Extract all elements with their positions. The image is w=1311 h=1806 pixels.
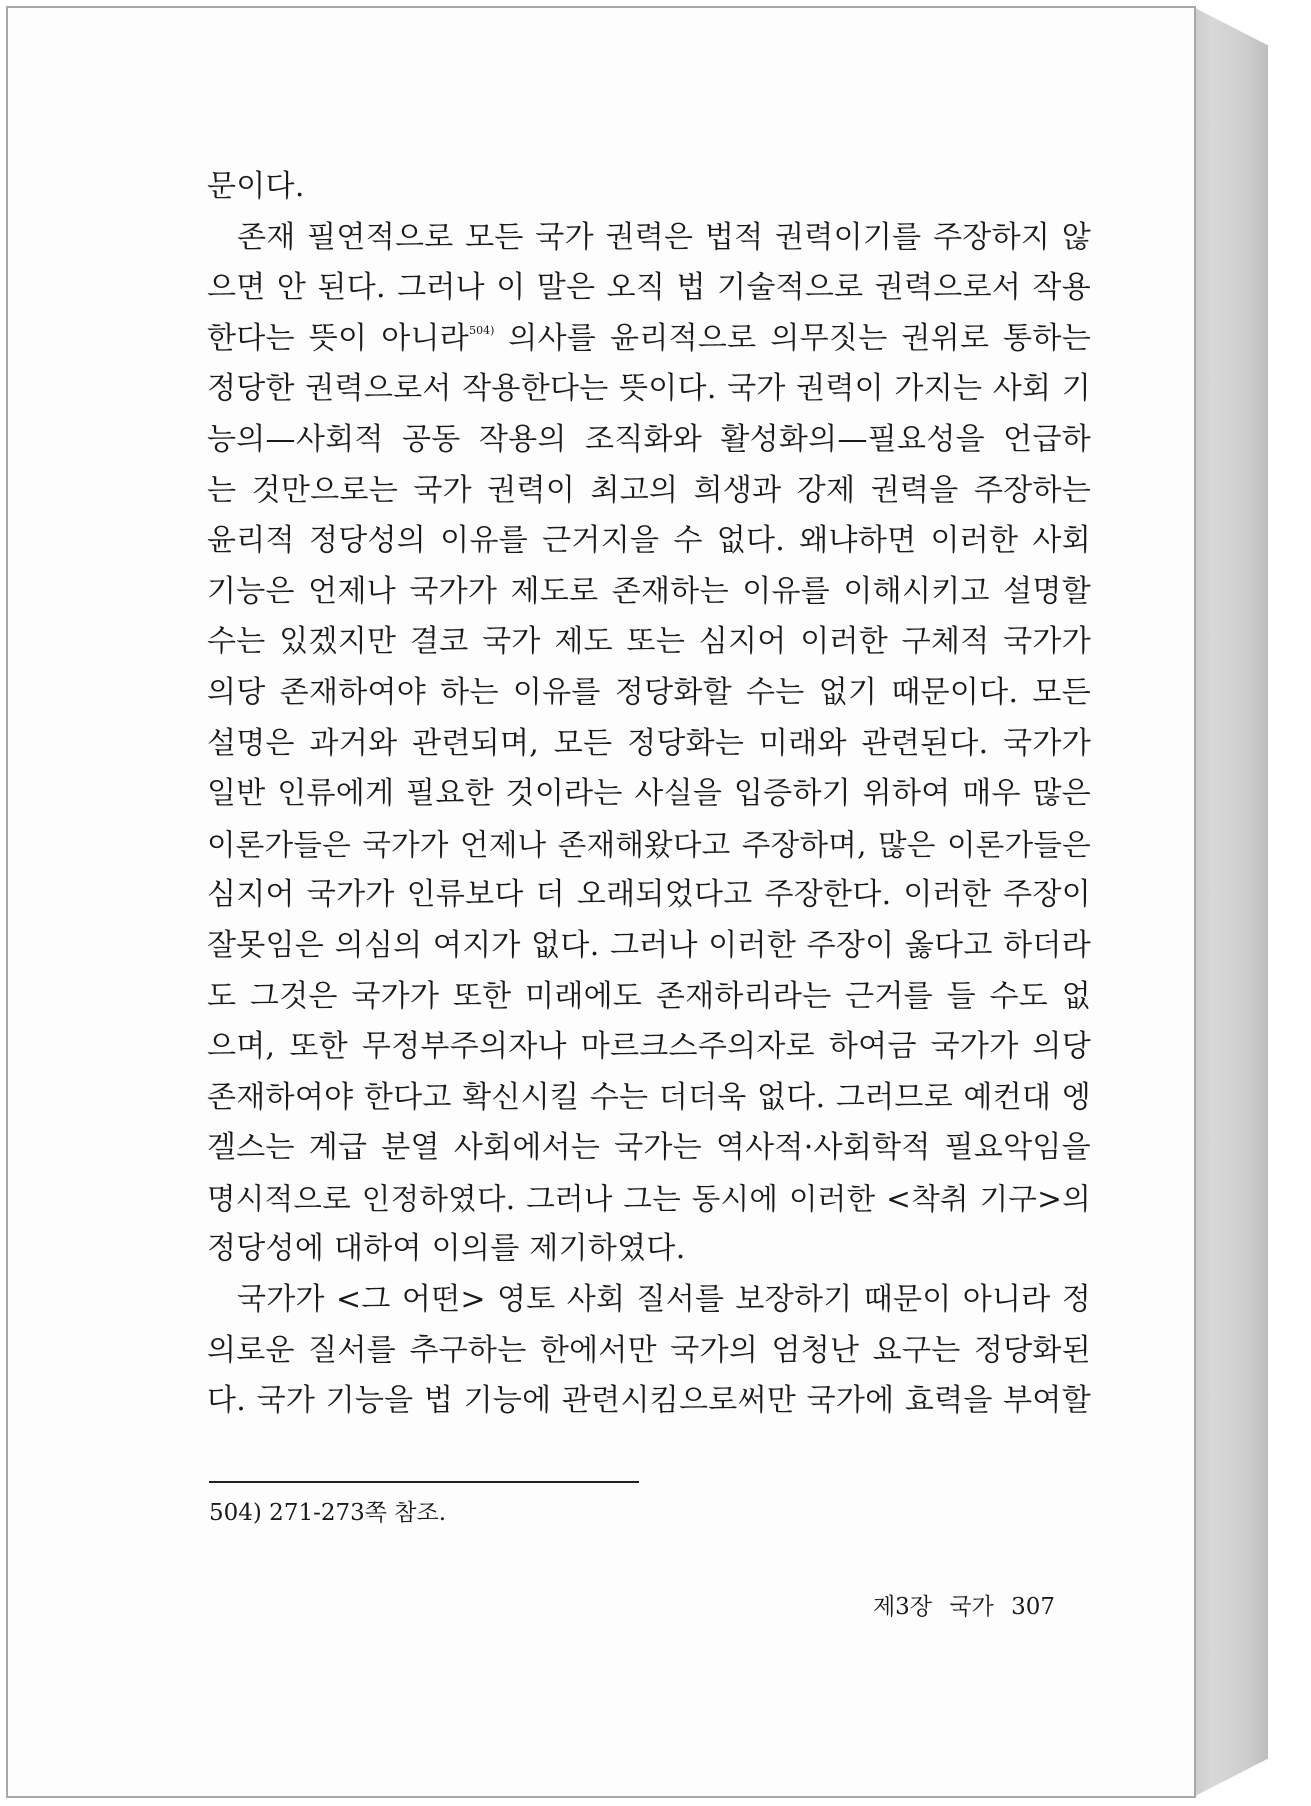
- text-line: [207, 870, 1091, 921]
- text-line-content: 일반 인류에게 필요한 것이라는 사실을 입증하기 위하여 매우 많은: [207, 776, 1091, 812]
- text-line-content: 도 그것은 국가가 또한 미래에도 존재하리라는 근거를 들 수도 없: [207, 978, 1091, 1014]
- text-line: [207, 364, 1091, 415]
- text-line-content: 정당한 권력으로서 작용한다는 뜻이다. 국가 권력이 가지는 사회 기: [207, 371, 1091, 407]
- body-text: [207, 162, 1091, 1427]
- footer-title: 국가: [949, 1594, 994, 1620]
- footer-chapter: 제3장: [872, 1594, 933, 1620]
- text-line-content: 문이다.: [207, 169, 305, 204]
- text-line: [207, 1123, 1091, 1174]
- text-line: [207, 972, 1091, 1023]
- text-line: [207, 213, 1091, 264]
- text-line: [207, 314, 1091, 365]
- text-line: [207, 162, 1091, 213]
- running-footer: [873, 1592, 1055, 1622]
- text-line: [207, 1174, 1091, 1225]
- text-line-content: 으면 안 된다. 그러나 이 말은 오직 법 기술적으로 권력으로서 작용: [207, 270, 1091, 306]
- text-line-content: 잘못임은 의심의 여지가 없다. 그러나 이러한 주장이 옳다고 하더라: [207, 927, 1091, 963]
- text-line-content: 의당 존재하여야 하는 이유를 정당화할 수는 없기 때문이다. 모든: [207, 674, 1091, 710]
- text-line-continuation: 의사를 윤리적으로 의무짓는 권위로 통하는: [494, 320, 1091, 356]
- text-line: [207, 820, 1091, 871]
- text-line-content: 능의—사회적 공동 작용의 조직화와 활성화의—필요성을 언급하: [207, 421, 1091, 457]
- footnote-divider: [209, 1481, 639, 1483]
- text-line: [207, 466, 1091, 517]
- text-line-content: 다. 국가 기능을 법 기능에 관련시킴으로써만 국가에 효력을 부여할: [207, 1383, 1091, 1419]
- text-line: [207, 263, 1091, 314]
- text-line: [207, 1224, 1091, 1275]
- text-line-content: 국가가 <그 어떤> 영토 사회 질서를 보장하기 때문이 아니라 정: [237, 1282, 1091, 1318]
- text-line-content: 이론가들은 국가가 언제나 존재해왔다고 주장하며, 많은 이론가들은: [207, 827, 1091, 862]
- text-line-content: 명시적으로 인정하였다. 그러나 그는 동시에 이러한 <착취 기구>의: [207, 1181, 1091, 1216]
- text-line: [207, 567, 1091, 618]
- footnote-504: 504) 271-273쪽 참조.: [209, 1500, 447, 1526]
- text-line: [207, 1275, 1091, 1326]
- text-line: [207, 1376, 1091, 1427]
- text-line-content: 수는 있겠지만 결코 국가 제도 또는 심지어 이러한 구체적 국가가: [207, 624, 1091, 660]
- book-page-edges: [1188, 6, 1268, 1798]
- text-line: [207, 1073, 1091, 1124]
- text-line-content: 겔스는 계급 분열 사회에서는 국가는 역사적·사회학적 필요악임을: [207, 1130, 1091, 1166]
- text-line-content: 존재하여야 한다고 확신시킬 수는 더더욱 없다. 그러므로 예컨대 엥: [207, 1079, 1091, 1115]
- text-line: [207, 617, 1091, 668]
- text-line: [207, 415, 1091, 466]
- text-line-content: 심지어 국가가 인류보다 더 오래되었다고 주장한다. 이러한 주장이: [207, 877, 1091, 913]
- footnote-reference: 504): [469, 323, 495, 337]
- text-line-content: 기능은 언제나 국가가 제도로 존재하는 이유를 이해시키고 설명할: [207, 573, 1091, 609]
- text-line-content: 의로운 질서를 추구하는 한에서만 국가의 엄청난 요구는 정당화된: [207, 1332, 1091, 1368]
- text-line-content: 정당성에 대하여 이의를 제기하였다.: [207, 1231, 686, 1267]
- text-line-content: 존재 필연적으로 모든 국가 권력은 법적 권력이기를 주장하지 않: [237, 219, 1091, 255]
- text-line-content: 으며, 또한 무정부주의자나 마르크스주의자로 하여금 국가가 의당: [207, 1029, 1091, 1065]
- text-line-content: 는 것만으로는 국가 권력이 최고의 희생과 강제 권력을 주장하는: [207, 472, 1091, 508]
- text-line: [207, 1326, 1091, 1377]
- page-number: 307: [1011, 1594, 1055, 1620]
- text-line: [207, 769, 1091, 820]
- book-page: [6, 6, 1196, 1798]
- text-line: [207, 516, 1091, 567]
- text-line: [207, 719, 1091, 770]
- text-line: [207, 1022, 1091, 1073]
- text-line-content: 설명은 과거와 관련되며, 모든 정당화는 미래와 관련된다. 국가가: [207, 725, 1091, 761]
- text-line-content: 한다는 뜻이 아니라: [207, 320, 470, 356]
- text-line: [207, 921, 1091, 972]
- text-line: [207, 668, 1091, 719]
- text-line-content: 윤리적 정당성의 이유를 근거지을 수 없다. 왜냐하면 이러한 사회: [207, 523, 1091, 559]
